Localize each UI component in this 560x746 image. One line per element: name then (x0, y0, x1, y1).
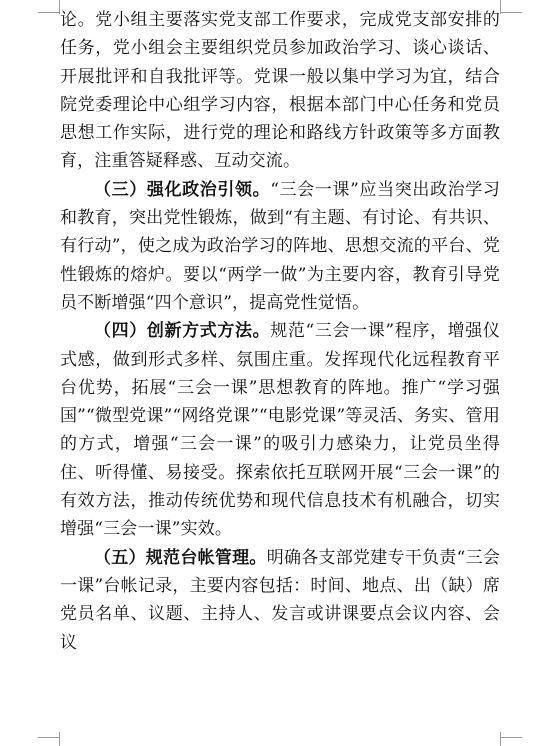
document-body (60, 6, 500, 657)
paragraph-heading: （四）创新方式方法。 (94, 321, 271, 342)
crop-mark-bottom-left-v (59, 732, 60, 746)
paragraph-continuation (60, 6, 500, 176)
paragraph-text: 论。党小组主要落实党支部工作要求，完成党支部安排的任务，党小组会主要组织党员参加政治学习、谈心谈话、开展批评和自我批评等。党课一般以集中学习为宜，结合院党委理论中心组学习内容，根据本部门中心任务和党员思想工作实际，进行党的理论和路线方针政策等多方面教育，注重答疑释惑、互动交流。 (60, 10, 500, 172)
crop-mark-bottom-right-h (500, 737, 522, 738)
crop-mark-top-right-h (500, 12, 522, 13)
paragraph-strengthen-political-guidance (60, 176, 500, 317)
paragraph-text: “三会一课”应当突出政治学习和教育，突出党性锻炼，做到“有主题、有讨论、有共识、有行动”，使之成为政治学习的阵地、思想交流的平台、党性锻炼的熔炉。要以“两学一做”为主要内容，教育引导党员不断增强“四个意识”，提高党性觉悟。 (60, 179, 501, 313)
paragraph-heading: （三）强化政治引领。 (94, 179, 271, 200)
crop-mark-bottom-left-h (38, 737, 60, 738)
crop-mark-top-right-v (500, 0, 501, 14)
paragraph-text: 规范“三会一课”程序，增强仪式感，做到形式多样、氛围庄重。发挥现代化远程教育平台优势，拓展“三会一课”思想教育的阵地。推广“学习强国”“微型党课”“网络党课”“电影党课”等灵活、务实、管用的方式，增强“三会一课”的吸引力感染力，让党员坐得住、听得懂、易接受。探索依托互联网开展“三会一课”的有效方法，推动传统优势和现代信息技术有机融合，切实增强“三会一课”实效。 (60, 321, 501, 540)
paragraph-heading: （五）规范台帐管理。 (94, 547, 267, 568)
crop-mark-top-left-h (38, 12, 60, 13)
crop-mark-bottom-right-v (500, 732, 501, 746)
paragraph-innovate-methods (60, 317, 500, 543)
paragraph-standardize-ledger (60, 544, 500, 657)
paragraph-text: 明确各支部党建专干负责“三会一课”台帐记录，主要内容包括：时间、地点、出（缺）席党员名单、议题、主持人、发言或讲课要点会议内容、会议 (60, 547, 501, 653)
